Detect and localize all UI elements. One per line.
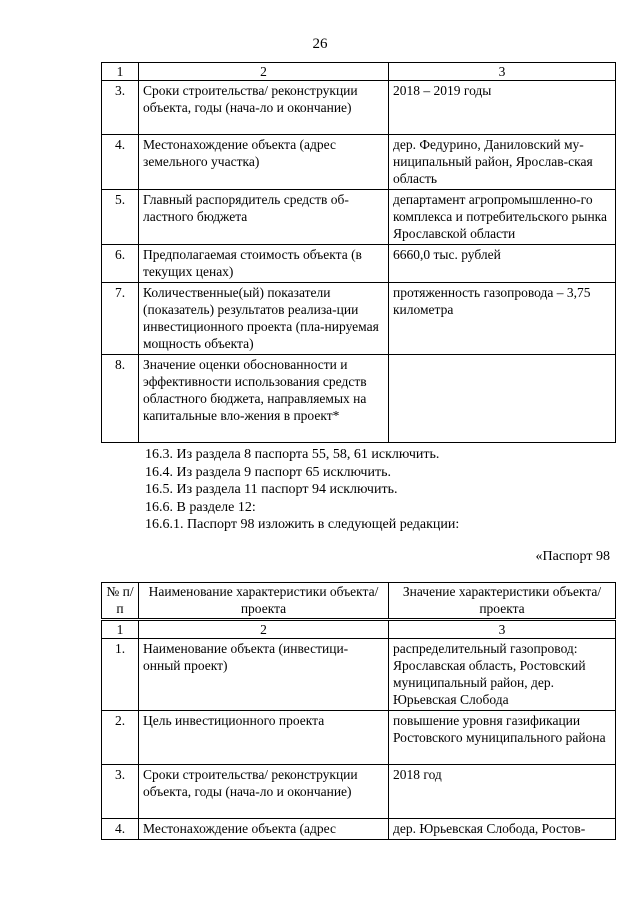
- page-number: 26: [312, 36, 328, 52]
- table-row: [102, 245, 616, 283]
- table-row: [102, 190, 616, 245]
- column-numbers-row: [102, 63, 616, 81]
- row-number: 8.: [102, 355, 139, 443]
- paragraph: 16.6. В разделе 12:: [145, 499, 256, 515]
- characteristic-value: 2018 год: [389, 765, 616, 819]
- characteristic-value: распределительный газопровод: Ярославская область, Ростовский муниципальный район, дер. Юрьевская Слобода: [389, 639, 616, 711]
- row-number: 6.: [102, 245, 139, 283]
- characteristic-value: 2018 – 2019 годы: [389, 81, 616, 135]
- column-number: 2: [139, 63, 389, 81]
- column-number: 1: [102, 63, 139, 81]
- column-numbers-row: [102, 620, 616, 639]
- characteristic-value: департамент агропромышленно-го комплекса и потребительского рынка Ярославской области: [389, 190, 616, 245]
- row-number: 7.: [102, 283, 139, 355]
- column-number: 2: [139, 620, 389, 639]
- characteristic-name: Местонахождение объекта (адрес земельного участка): [139, 135, 389, 190]
- characteristic-name: Предполагаемая стоимость объекта (в текущих ценах): [139, 245, 389, 283]
- characteristic-name: Значение оценки обоснованности и эффективности использования средств областного бюджета, направляемых на капитальные вло-жения в проект*: [139, 355, 389, 443]
- paragraph: 16.5. Из раздела 11 паспорт 94 исключить.: [145, 482, 398, 497]
- table-row: [102, 819, 616, 840]
- characteristic-name: Количественные(ый) показатели (показатель) результатов реализа-ции инвестиционного проекта (пла-нируемая мощность объекта): [139, 283, 389, 355]
- row-number: 4.: [102, 819, 139, 840]
- characteristic-name: Цель инвестиционного проекта: [139, 711, 389, 765]
- column-number: 3: [389, 63, 616, 81]
- table-row: [102, 355, 616, 443]
- column-header: № п/п: [102, 583, 139, 620]
- characteristic-value: 6660,0 тыс. рублей: [389, 245, 616, 283]
- passport-98-table: [101, 582, 616, 840]
- table-row: [102, 711, 616, 765]
- characteristic-value: [389, 355, 616, 443]
- row-number: 3.: [102, 765, 139, 819]
- column-header: Наименование характеристики объекта/проекта: [139, 583, 389, 620]
- table-row: [102, 81, 616, 135]
- passport-table-continued: [101, 62, 616, 443]
- characteristic-name: Наименование объекта (инвестици-онный проект): [139, 639, 389, 711]
- paragraph: 16.4. Из раздела 9 паспорт 65 исключить.: [145, 464, 391, 480]
- header-row: [102, 583, 616, 620]
- characteristic-value: повышение уровня газификации Ростовского муниципального района: [389, 711, 616, 765]
- row-number: 1.: [102, 639, 139, 711]
- table-row: [102, 639, 616, 711]
- row-number: 5.: [102, 190, 139, 245]
- characteristic-value: дер. Юрьевская Слобода, Ростов-: [389, 819, 616, 840]
- column-number: 3: [389, 620, 616, 639]
- characteristic-name: Местонахождение объекта (адрес: [139, 819, 389, 840]
- characteristic-value: протяженность газопровода – 3,75 километра: [389, 283, 616, 355]
- characteristic-name: Сроки строительства/ реконструкции объекта, годы (нача-ло и окончание): [139, 765, 389, 819]
- characteristic-name: Сроки строительства/ реконструкции объекта, годы (нача-ло и окончание): [139, 81, 389, 135]
- passport-heading: «Паспорт 98: [535, 549, 610, 564]
- amendment-paragraphs: [145, 446, 459, 534]
- paragraph: 16.6.1. Паспорт 98 изложить в следующей редакции:: [145, 517, 460, 532]
- characteristic-value: дер. Федурино, Даниловский му-ниципальный район, Ярослав-ская область: [389, 135, 616, 190]
- column-number: 1: [102, 620, 139, 639]
- table-row: [102, 765, 616, 819]
- paragraph: 16.3. Из раздела 8 паспорта 55, 58, 61 исключить.: [145, 447, 440, 462]
- table-row: [102, 135, 616, 190]
- row-number: 3.: [102, 81, 139, 135]
- column-header: Значение характеристики объекта/проекта: [389, 583, 616, 620]
- row-number: 4.: [102, 135, 139, 190]
- characteristic-name: Главный распорядитель средств об-ластного бюджета: [139, 190, 389, 245]
- row-number: 2.: [102, 711, 139, 765]
- table-row: [102, 283, 616, 355]
